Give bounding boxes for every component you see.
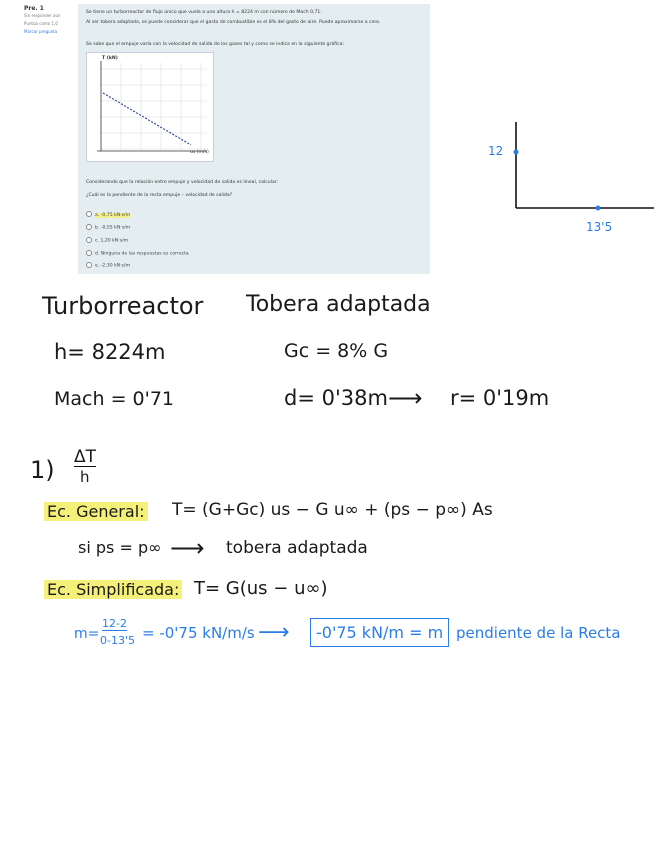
ec-general: T= (G+Gc) us − G u∞ + (ps − p∞) As — [172, 500, 493, 520]
m-numerator: 12-2 — [102, 617, 127, 630]
sketch-y-label: 12 — [488, 144, 504, 158]
sketch-axes — [480, 118, 656, 228]
arrow-icon: ⟶ — [388, 384, 423, 412]
option-e[interactable] — [86, 262, 130, 269]
note-altitude: h= 8224m — [54, 340, 166, 364]
radio-d[interactable] — [86, 250, 92, 256]
sidebar-title: Pre. 1 — [24, 5, 44, 12]
arrow-icon-3: ⟶ — [258, 620, 290, 645]
title-tobera: Tobera adaptada — [246, 292, 431, 317]
question-paragraph-3: Se sabe que el empuje varía con la velocidad de salida de los gases tal y como se indica en la siguiente gráfica: — [86, 42, 345, 47]
ec-general-label: Ec. General: — [44, 502, 148, 521]
step-number: 1) — [30, 456, 55, 484]
question-prompt-1: Considerando que la relación entre empuje y velocidad de salida es lineal, calcular: — [86, 180, 279, 185]
m-prefix: m= — [74, 626, 100, 642]
graph-x-label: us (m/s) — [190, 150, 209, 155]
option-e-label: e. -2,30 kN·s/m — [95, 263, 131, 269]
ec-simpl: T= G(us − u∞) — [194, 578, 328, 599]
note-mach: Mach = 0'71 — [54, 388, 175, 410]
question-graph — [86, 52, 214, 162]
step-frac-top: ΔT — [74, 447, 97, 467]
option-c-label: c. 1,20 kN·s/m — [95, 238, 129, 244]
step-frac-bottom: h — [80, 468, 90, 486]
sidebar-score: Puntúa como 1,0 — [24, 21, 58, 26]
question-prompt-2: ¿Cuál es la pendiente de la recta empuje – velocidad de salida? — [86, 193, 233, 198]
m-denominator: 0-13'5 — [100, 634, 135, 647]
option-d-label: d. Ninguna de las respuestas es correcta — [95, 251, 189, 257]
ec-simpl-label: Ec. Simplificada: — [44, 580, 182, 599]
graph-title: T (kN) — [102, 56, 118, 61]
si-result: tobera adaptada — [226, 538, 368, 558]
sidebar-status: Sin responder aún — [24, 13, 61, 18]
boxed-result: -0'75 kN/m = m — [310, 618, 449, 647]
option-b[interactable] — [86, 224, 130, 231]
option-d[interactable] — [86, 250, 189, 257]
m-value: = -0'75 kN/m/s — [142, 624, 255, 642]
option-a[interactable] — [86, 211, 130, 218]
sketch-x-label: 13'5 — [586, 220, 613, 234]
question-paragraph-2: Al ser tobera adaptada, se puede considerar que el gasto de combustible es el 8% del gasto de aire. Puede aproximarse a cero. — [86, 20, 381, 25]
question-paragraph-1: Se tiene un turborreactor de flujo único que vuela a una altura h = 8224 m con número de Mach 0,71. — [86, 10, 322, 15]
graph-svg — [87, 53, 213, 161]
option-b-label: b. -0,55 kN·s/m — [95, 225, 131, 231]
option-c[interactable] — [86, 237, 128, 244]
flag-question-link[interactable]: Marcar pregunta — [24, 29, 58, 34]
question-sidebar — [24, 6, 72, 72]
radio-a[interactable] — [86, 211, 92, 217]
radio-c[interactable] — [86, 237, 92, 243]
si-condition: si ps = p∞ — [78, 538, 162, 557]
title-turborreactor: Turborreactor — [42, 292, 204, 320]
note-fuel-flow: Gc = 8% G — [284, 340, 389, 362]
note-diameter: d= 0'38m — [284, 386, 388, 410]
option-a-label: a. -0,75 kN·s/m — [95, 212, 131, 218]
radio-e[interactable] — [86, 262, 92, 268]
radio-b[interactable] — [86, 224, 92, 230]
arrow-icon-2: ⟶ — [170, 534, 205, 562]
pendiente-label: pendiente de la Recta — [456, 624, 621, 642]
note-radius: r= 0'19m — [450, 386, 550, 410]
